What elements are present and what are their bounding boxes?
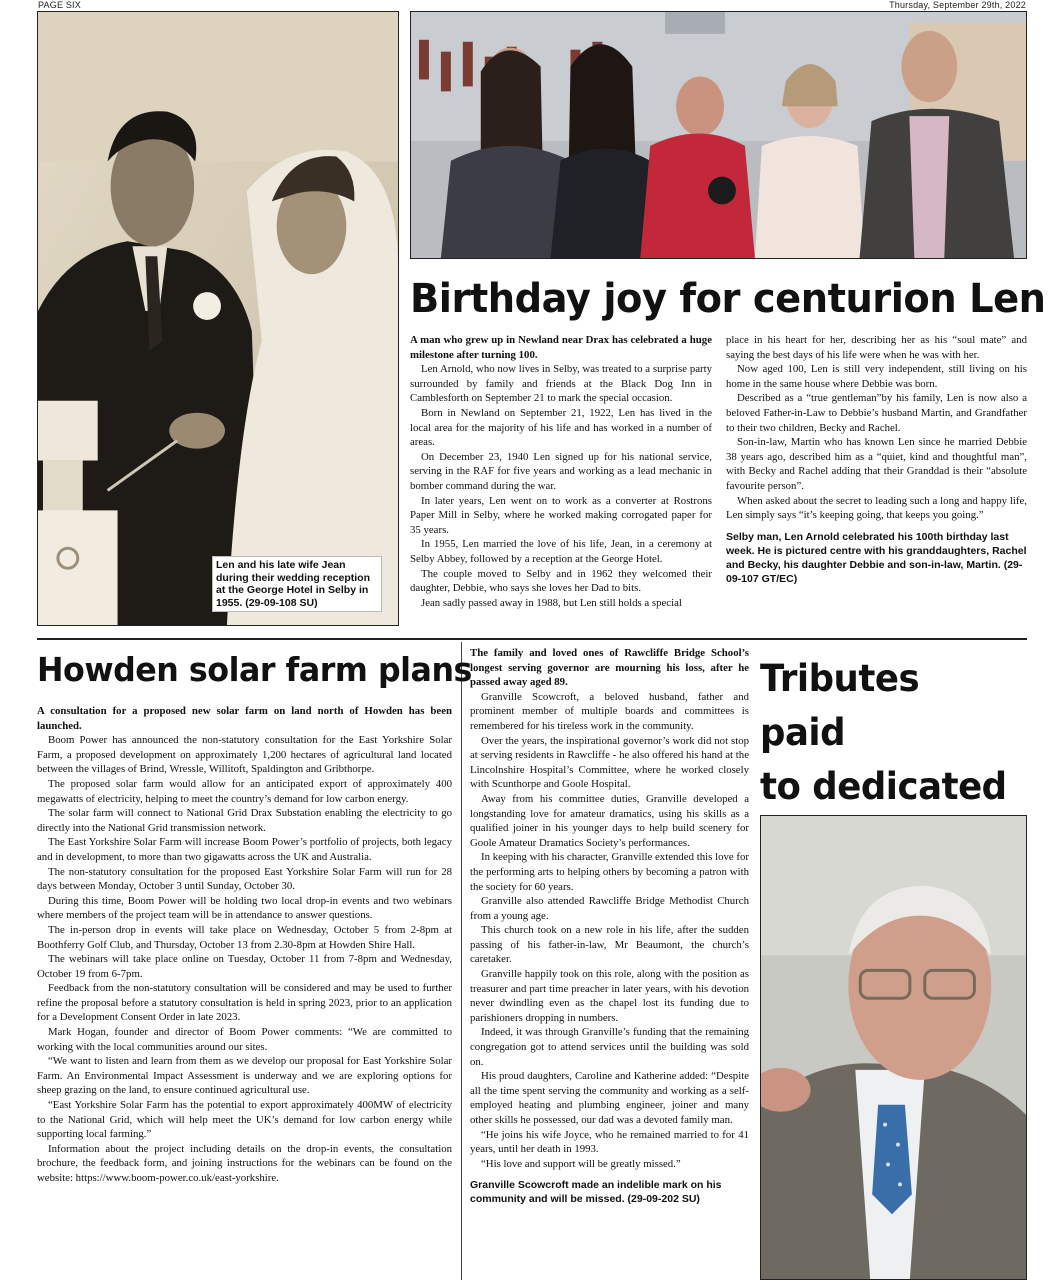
granville-portrait-photo [760, 815, 1027, 1280]
len-paragraph-continuation: place in his heart for her, describing her as his “soul mate” and saying the best days of his life were when he was with her. [726, 334, 1027, 361]
page-number: PAGE SIX [38, 0, 81, 10]
howden-paragraph: The East Yorkshire Solar Farm will increase Boom Power’s portfolio of projects, both legacy and in development, to more than two gigawatts across the UK and Australia. [37, 836, 452, 863]
tribute-photo-caption: Granville Scowcroft made an indelible mark on his community and will be missed. (29-09-202 SU) [470, 1179, 722, 1206]
howden-paragraph: The non-statutory consultation for the proposed East Yorkshire Solar Farm will run for 28 days between Monday, October 3 until Sunday, October 30. [37, 865, 452, 893]
wedding-photo [37, 11, 399, 626]
howden-paragraph: “We want to listen and learn from them as we develop our proposal for East Yorkshire Solar Farm. An Environmental Impact Assessment is underway and we are exploring options for sheep grazing on the land, to ensure continued agricultural use. [37, 1055, 452, 1097]
len-paragraph: Jean sadly passed away in 1988, but Len still holds a special [421, 596, 682, 609]
len-paragraph: In later years, Len went on to work as a converter at Rostrons Paper Mill in Selby, where he worked making corrogated paper for 35 years. [410, 494, 712, 536]
howden-story-body [37, 704, 452, 1186]
column-divider [461, 642, 462, 1280]
howden-paragraph: The in-person drop in events will take place on Wednesday, October 5 from 2-8pm at Boothferry Golf Club, and Thursday, October 13 from 2.30-8pm at Howden Shire Hall. [37, 923, 452, 951]
len-paragraph: The couple moved to Selby and in 1962 they welcomed their daughter, Debbie, who says she loves her Dad to bits. [410, 567, 712, 595]
tribute-paragraph: Away from his committee duties, Granville developed a longstanding love for amateur dramatics, using his skills as a qualified joiner in his younger days to help build scenery for Goole Amateur Dramatics Society’s performances. [470, 792, 749, 849]
tribute-paragraph: “He joins his wife Joyce, who he remained married to for 41 years, until her death in 1993. [470, 1128, 749, 1156]
tribute-paragraph: In keeping with his character, Granville extended this love for the performing arts to helping others by becoming a patron with the society for 60 years. [470, 851, 749, 893]
tribute-paragraph: Granville happily took on this role, along with the position as treasurer and part time preacher in later years, with his devotion never dwindling even as the chapel lost its funding due to parishioners dropping in numbers. [470, 968, 749, 1024]
len-story-headline: Birthday joy for centurion Len [410, 276, 1046, 322]
len-paragraph: Described as a “true gentleman”by his family, Len is now also a beloved Father-in-Law to Debbie’s husband Martin, and Grandfather to their two children, Becky and Rachel. [726, 392, 1027, 434]
tribute-paragraph: “His love and support will be greatly missed.” [481, 1157, 681, 1170]
len-paragraph: In 1955, Len married the love of his life, Jean, in a ceremony at Selby Abbey, followed by a reception at the George Hotel. [410, 538, 712, 565]
tribute-story-body [470, 646, 749, 1206]
tribute-paragraph: This church took on a new role in his life, after the sudden passing of his father-in-law, Mr Beaumont, the church’s caretaker. [470, 924, 749, 966]
howden-paragraph: Feedback from the non-statutory consultation will be considered and may be used to further refine the proposal before a statutory consultation is held in spring 2023, prior to an application for a Development Consent Order in late 2023. [37, 982, 452, 1024]
howden-paragraph: During this time, Boom Power will be holding two local drop-in events and two webinars where members of the project team will be in attendance to answer questions. [37, 894, 452, 922]
section-divider [37, 638, 1027, 640]
tribute-paragraph: His proud daughters, Caroline and Katherine added: “Despite all the time spent serving the community and working as a self-employed heating and plumbing engineer, joiner and many other skills he possessed, our dad was a devoted family man. [470, 1070, 749, 1126]
len-paragraph: Born in Newland on September 21, 1922, Len has lived in the local area for the majority of his life and has worked in a number of areas. [410, 406, 712, 449]
howden-story-lead: A consultation for a proposed new solar farm on land north of Howden has been launched. [37, 705, 452, 732]
len-paragraph: Len Arnold, who now lives in Selby, was treated to a surprise party surrounded by family and friends at the Black Dog Inn in Camblesforth on September 21 to mark the special occasion. [410, 363, 712, 405]
tribute-headline-line: Tributes paid [760, 657, 920, 754]
howden-paragraph: Boom Power has announced the non-statutory consultation for the East Yorkshire Solar Farm, a proposed development on approximately 1,200 hectares of agricultural land located between the villages of Brind, Wressle, Willitoft, Spaldington and Gribthorpe. [37, 734, 452, 776]
len-paragraph: Son-in-law, Martin who has known Len since he married Debbie 38 years ago, described him as a “quiet, kind and thoughtful man”, with Becky and Rachel adding that their Granddad is their “absolute favourite person”. [726, 436, 1027, 492]
wedding-photo-caption: Len and his late wife Jean during their wedding reception at the George Hotel in Selby in 1955. (29-09-108 SU) [212, 556, 382, 612]
birthday-photo-caption: Selby man, Len Arnold celebrated his 100th birthday last week. He is pictured centre with his granddaughters, Rachel and Becky, his daughter Debbie and son-in-law, Martin. (29-09-107 GT/EC) [726, 530, 1027, 585]
tribute-paragraph: Over the years, the inspirational governor’s work did not stop at serving residents in Rawcliffe - he also offered his hand at the Lincolnshire Hospital’s Committee, where he worked closely with Scunthorpe and Goole Hospital. [470, 734, 749, 791]
howden-paragraph: The webinars will take place online on Tuesday, October 11 from 7-8pm and Wednesday, October 19 from 6-7pm. [37, 953, 452, 980]
tribute-headline-line: to dedicated [760, 765, 1007, 808]
len-paragraph: Now aged 100, Len is still very independent, still living on his home in the same house where Debbie was born. [726, 363, 1027, 390]
howden-paragraph: Information about the project including details on the drop-in events, the consultation brochure, the feedback form, and joining instructions for the webinars can be found on the website: https://www.boom-power.co.uk/east-yorkshire. [37, 1142, 452, 1184]
granville-portrait-image [761, 816, 1026, 1279]
issue-date: Thursday, September 29th, 2022 [889, 0, 1026, 10]
tribute-paragraph: Granville Scowcroft, a beloved husband, father and prominent member of multiple boards and committees is remembered for his tireless work in the community. [470, 690, 749, 732]
wedding-photo-image [38, 12, 398, 625]
birthday-group-photo [410, 11, 1027, 259]
tribute-paragraph: Indeed, it was through Granville’s funding that the remaining congregation got to attend services until the building was sold on. [470, 1026, 749, 1068]
howden-paragraph: “East Yorkshire Solar Farm has the potential to export approximately 400MW of electricity to the National Grid, which will help meet the UK’s demand for low carbon energy while supporting local farming.” [37, 1099, 452, 1141]
len-story-column-1 [410, 333, 712, 610]
len-paragraph: On December 23, 1940 Len signed up for his national service, serving in the RAF for five years and working as a lead mechanic in bomber command during the war. [410, 450, 712, 492]
len-story-lead: A man who grew up in Newland near Drax has celebrated a huge milestone after turning 100. [410, 334, 712, 361]
len-paragraph: When asked about the secret to leading such a long and happy life, Len simply says “it’s keeping going, that keeps you going.” [726, 494, 1027, 522]
birthday-group-photo-image [411, 12, 1026, 258]
howden-paragraph: The solar farm will connect to National Grid Drax Substation enabling the electricity to go directly into the National Grid transmission network. [37, 807, 452, 834]
tribute-story-lead: The family and loved ones of Rawcliffe Bridge School’s longest serving governor are mourning his loss, after he passed away aged 89. [470, 647, 749, 689]
howden-paragraph: The proposed solar farm would allow for an anticipated export of approximately 400 megawatts of electricity, helping to meet the country’s demand for low carbon energy. [37, 777, 452, 805]
howden-story-headline: Howden solar farm plans [37, 650, 472, 689]
len-story-column-2 [726, 333, 1027, 586]
howden-paragraph: Mark Hogan, founder and director of Boom Power comments: “We are committed to working with the local communities around our sites. [37, 1026, 452, 1053]
tribute-paragraph: Granville also attended Rawcliffe Bridge Methodist Church from a young age. [470, 895, 749, 922]
